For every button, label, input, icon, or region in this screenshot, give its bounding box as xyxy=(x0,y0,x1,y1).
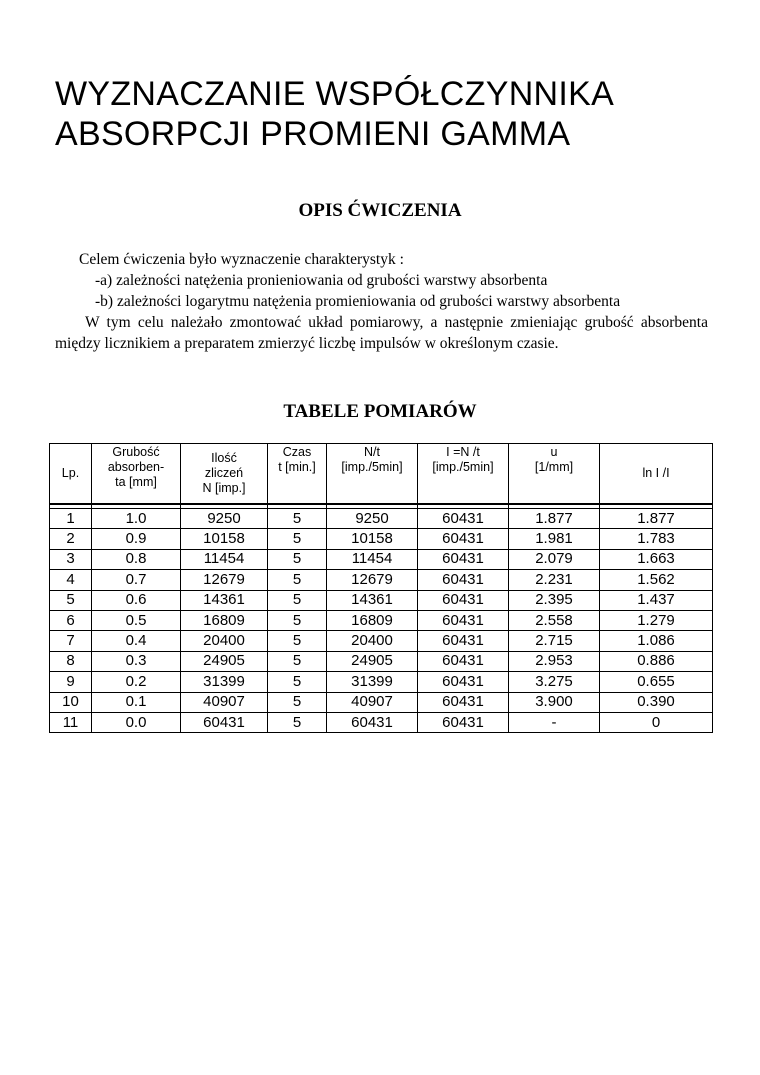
cell-lp: 5 xyxy=(50,590,92,610)
table-row xyxy=(50,549,713,569)
opis-body: W tym celu należało zmontować układ pomiarowy, a następnie zmieniając grubość absorbenta między licznikiem a preparatem zmierzyć liczbę impulsów w określonym czasie. xyxy=(55,314,708,352)
cell-ln: 0.390 xyxy=(600,692,713,712)
cell-i0: 60431 xyxy=(418,692,509,712)
cell-n-t: 16809 xyxy=(327,610,418,630)
cell-lp: 4 xyxy=(50,570,92,590)
cell-n-t: 10158 xyxy=(327,529,418,549)
cell-n-t: 14361 xyxy=(327,590,418,610)
section-heading-opis: OPIS ĆWICZENIA xyxy=(298,200,462,221)
cell-grubosc: 0.4 xyxy=(92,631,181,651)
cell-i0: 60431 xyxy=(418,610,509,630)
cell-czas: 5 xyxy=(268,590,327,610)
cell-ilosc: 20400 xyxy=(181,631,268,651)
cell-n-t: 20400 xyxy=(327,631,418,651)
cell-ln: 1.663 xyxy=(600,549,713,569)
opis-intro: Celem ćwiczenia było wyznaczenie charakterystyk : xyxy=(79,251,404,268)
cell-u: 1.877 xyxy=(509,509,600,529)
table-row xyxy=(50,590,713,610)
cell-grubosc: 0.9 xyxy=(92,529,181,549)
cell-n-t: 11454 xyxy=(327,549,418,569)
cell-czas: 5 xyxy=(268,692,327,712)
column-header-grubosc: Grubość absorben- ta [mm] xyxy=(92,444,181,505)
cell-n-t: 31399 xyxy=(327,672,418,692)
cell-lp: 11 xyxy=(50,712,92,732)
cell-u: 1.981 xyxy=(509,529,600,549)
cell-n-t: 60431 xyxy=(327,712,418,732)
table-row xyxy=(50,672,713,692)
cell-czas: 5 xyxy=(268,651,327,671)
cell-i0: 60431 xyxy=(418,631,509,651)
document-title xyxy=(55,74,735,154)
cell-grubosc: 0.1 xyxy=(92,692,181,712)
cell-lp: 9 xyxy=(50,672,92,692)
cell-ilosc: 31399 xyxy=(181,672,268,692)
cell-ilosc: 10158 xyxy=(181,529,268,549)
cell-grubosc: 0.0 xyxy=(92,712,181,732)
column-header-i0: I =N /t [imp./5min] xyxy=(418,444,509,505)
cell-czas: 5 xyxy=(268,610,327,630)
cell-i0: 60431 xyxy=(418,672,509,692)
column-header-czas: Czas t [min.] xyxy=(268,444,327,505)
cell-lp: 7 xyxy=(50,631,92,651)
column-header-ln: ln I /I xyxy=(600,444,713,505)
opis-item-b: -b) zależności logarytmu natężenia promieniowania od grubości warstwy absorbenta xyxy=(95,293,621,310)
cell-i0: 60431 xyxy=(418,570,509,590)
cell-u: 3.900 xyxy=(509,692,600,712)
cell-ln: 1.279 xyxy=(600,610,713,630)
table-row xyxy=(50,712,713,732)
table-row xyxy=(50,570,713,590)
cell-u: 2.558 xyxy=(509,610,600,630)
cell-grubosc: 0.8 xyxy=(92,549,181,569)
cell-ilosc: 16809 xyxy=(181,610,268,630)
cell-ilosc: 11454 xyxy=(181,549,268,569)
cell-grubosc: 0.3 xyxy=(92,651,181,671)
cell-ilosc: 24905 xyxy=(181,651,268,671)
cell-grubosc: 0.7 xyxy=(92,570,181,590)
cell-ln: 1.783 xyxy=(600,529,713,549)
cell-czas: 5 xyxy=(268,549,327,569)
cell-czas: 5 xyxy=(268,712,327,732)
cell-grubosc: 0.5 xyxy=(92,610,181,630)
document-title-line-1: WYZNACZANIE WSPÓŁCZYNNIKA xyxy=(55,75,615,113)
cell-ln: 0.655 xyxy=(600,672,713,692)
cell-i0: 60431 xyxy=(418,712,509,732)
measurement-table xyxy=(49,443,713,733)
table-header-row xyxy=(50,444,713,505)
table-body xyxy=(50,504,713,733)
cell-lp: 10 xyxy=(50,692,92,712)
cell-grubosc: 1.0 xyxy=(92,509,181,529)
cell-ln: 1.562 xyxy=(600,570,713,590)
cell-lp: 1 xyxy=(50,509,92,529)
cell-ilosc: 9250 xyxy=(181,509,268,529)
cell-lp: 6 xyxy=(50,610,92,630)
opis-item-a: -a) zależności natężenia pronieniowania od grubości warstwy absorbenta xyxy=(95,272,548,289)
cell-u: - xyxy=(509,712,600,732)
cell-u: 2.953 xyxy=(509,651,600,671)
cell-grubosc: 0.6 xyxy=(92,590,181,610)
table-row xyxy=(50,610,713,630)
cell-ilosc: 60431 xyxy=(181,712,268,732)
cell-ilosc: 14361 xyxy=(181,590,268,610)
cell-ln: 1.086 xyxy=(600,631,713,651)
cell-i0: 60431 xyxy=(418,549,509,569)
cell-u: 2.715 xyxy=(509,631,600,651)
cell-i0: 60431 xyxy=(418,590,509,610)
cell-czas: 5 xyxy=(268,631,327,651)
section-heading-tabele: TABELE POMIARÓW xyxy=(283,401,477,422)
cell-i0: 60431 xyxy=(418,529,509,549)
cell-n-t: 40907 xyxy=(327,692,418,712)
table-row xyxy=(50,631,713,651)
column-header-ilosc: Ilość zliczeń N [imp.] xyxy=(181,444,268,505)
table-row xyxy=(50,692,713,712)
cell-lp: 3 xyxy=(50,549,92,569)
cell-u: 3.275 xyxy=(509,672,600,692)
cell-grubosc: 0.2 xyxy=(92,672,181,692)
document-title-line-2: ABSORPCJI PROMIENI GAMMA xyxy=(55,115,571,153)
cell-u: 2.079 xyxy=(509,549,600,569)
table-row xyxy=(50,529,713,549)
cell-czas: 5 xyxy=(268,529,327,549)
cell-lp: 2 xyxy=(50,529,92,549)
table-row xyxy=(50,651,713,671)
cell-ln: 0.886 xyxy=(600,651,713,671)
cell-u: 2.395 xyxy=(509,590,600,610)
cell-czas: 5 xyxy=(268,509,327,529)
cell-i0: 60431 xyxy=(418,651,509,671)
cell-n-t: 9250 xyxy=(327,509,418,529)
cell-ilosc: 12679 xyxy=(181,570,268,590)
cell-czas: 5 xyxy=(268,570,327,590)
table-row xyxy=(50,509,713,529)
cell-ln: 1.437 xyxy=(600,590,713,610)
column-header-u: u [1/mm] xyxy=(509,444,600,505)
cell-ln: 0 xyxy=(600,712,713,732)
cell-u: 2.231 xyxy=(509,570,600,590)
column-header-lp: Lp. xyxy=(50,444,92,505)
cell-ilosc: 40907 xyxy=(181,692,268,712)
cell-i0: 60431 xyxy=(418,509,509,529)
cell-n-t: 12679 xyxy=(327,570,418,590)
cell-ln: 1.877 xyxy=(600,509,713,529)
column-header-n-t: N/t [imp./5min] xyxy=(327,444,418,505)
cell-lp: 8 xyxy=(50,651,92,671)
cell-n-t: 24905 xyxy=(327,651,418,671)
cell-czas: 5 xyxy=(268,672,327,692)
